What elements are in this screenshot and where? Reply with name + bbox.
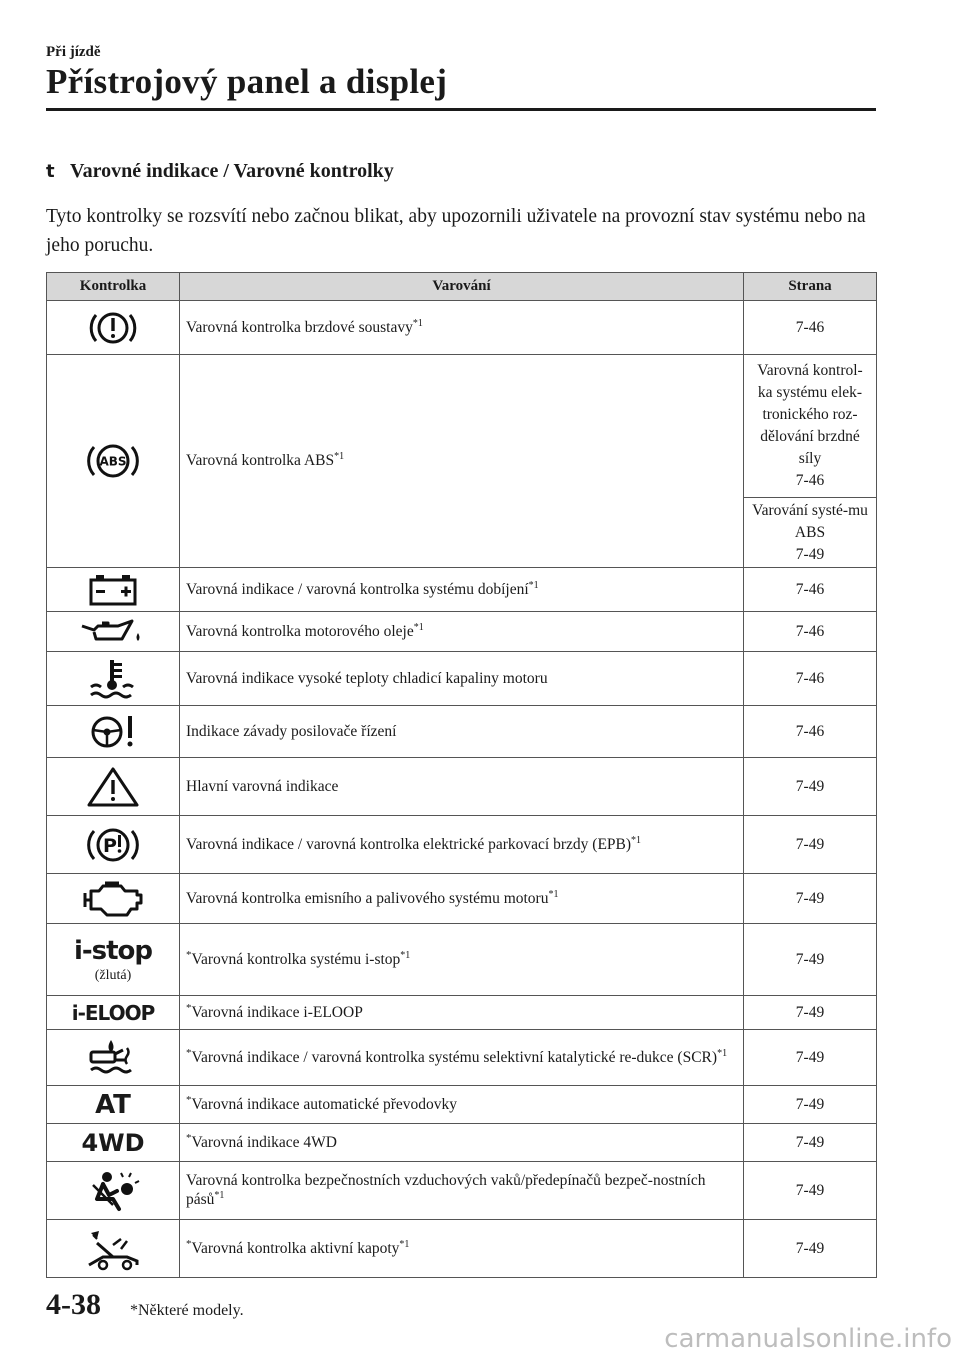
warning-description: *Varovná indikace automatické převodovky <box>180 1086 744 1124</box>
icon-color-caption: (žlutá) <box>94 967 132 983</box>
warning-description: Varovná kontrolka ABS$^{*1}$ <box>180 355 744 568</box>
warning-lights-table <box>46 272 877 1278</box>
page-reference: 7-49 <box>744 924 877 996</box>
i-eloop-icon: i-ELOOP <box>47 996 180 1030</box>
svg-text:ABS: ABS <box>99 454 127 469</box>
page-reference: 7-49 <box>744 874 877 924</box>
active-bonnet-icon <box>47 1220 180 1278</box>
footnote: *Některé modely. <box>130 1302 244 1319</box>
page-reference: 7-46 <box>744 301 877 355</box>
table-row <box>47 816 877 874</box>
column-header-indicator: Kontrolka <box>47 273 180 301</box>
page-reference: 7-49 <box>744 816 877 874</box>
page-reference: 7-49 <box>744 1124 877 1162</box>
intro-paragraph: Tyto kontrolky se rozsvítí nebo začnou blikat, aby upozornili uživatele na provozní stav systému nebo na jeho poruchu. <box>46 206 866 256</box>
column-header-page: Strana <box>744 273 877 301</box>
warning-description: *Varovná indikace i-ELOOP <box>180 996 744 1030</box>
watermark: carmanualsonline.info <box>664 1324 952 1354</box>
power-steering-icon <box>47 706 180 758</box>
page-reference: 7-46 <box>744 652 877 706</box>
warning-description: Indikace závady posilovače řízení <box>180 706 744 758</box>
warning-description: Hlavní varovná indikace <box>180 758 744 816</box>
page-reference: 7-46 <box>744 568 877 612</box>
warning-description: Varovná kontrolka brzdové soustavy$^{*1}$ <box>180 301 744 355</box>
table-row <box>47 996 877 1030</box>
page-reference: 7-49 <box>744 1030 877 1086</box>
page-reference: 7-46 <box>744 706 877 758</box>
scr-icon <box>47 1030 180 1086</box>
airbag-icon <box>47 1162 180 1220</box>
table-row <box>47 1220 877 1278</box>
page-reference: 7-49 <box>744 758 877 816</box>
table-row <box>47 568 877 612</box>
page-reference: 7-49 <box>744 1162 877 1220</box>
table-header-row <box>47 273 877 301</box>
abs-warning-icon <box>47 355 180 568</box>
table-row <box>47 874 877 924</box>
heading-text: Varovné indikace / Varovné kontrolky <box>70 160 394 182</box>
page-reference: Varovná kontrol-ka systému elek-tronického roz-dělování brzdné síly 7-46 <box>744 355 877 498</box>
coolant-temperature-icon <box>47 652 180 706</box>
table-row <box>47 1124 877 1162</box>
page-title: Přístrojový panel a displej <box>46 62 448 101</box>
column-header-warning: Varování <box>180 273 744 301</box>
table-row <box>47 612 877 652</box>
i-stop-icon: i-stop (žlutá) <box>47 924 180 996</box>
warning-description: *Varovná kontrolka systému i-stop$^{*1}$ <box>180 924 744 996</box>
section-label: Při jízdě <box>46 44 101 60</box>
warning-description: Varovná kontrolka bezpečnostních vzduchových vaků/předepínačů bezpeč-nostních pásů$^{*1}$ <box>180 1162 744 1220</box>
page-reference: 7-49 <box>744 1086 877 1124</box>
page-reference: 7-49 <box>744 1220 877 1278</box>
page-reference: 7-46 <box>744 612 877 652</box>
oil-can-icon <box>47 612 180 652</box>
table-row <box>47 355 877 498</box>
at-icon: AT <box>47 1086 180 1124</box>
table-row <box>47 301 877 355</box>
svg-text:P: P <box>103 834 117 857</box>
check-engine-icon <box>47 874 180 924</box>
table-row <box>47 652 877 706</box>
table-row <box>47 706 877 758</box>
brake-warning-icon <box>47 301 180 355</box>
warning-description: Varovná kontrolka emisního a palivového systému motoru$^{*1}$ <box>180 874 744 924</box>
warning-description: *Varovná kontrolka aktivní kapoty$^{*1}$ <box>180 1220 744 1278</box>
table-row <box>47 758 877 816</box>
table-row <box>47 1030 877 1086</box>
warning-description: Varovná kontrolka motorového oleje$^{*1}$ <box>180 612 744 652</box>
table-row <box>47 1086 877 1124</box>
warning-description: *Varovná indikace / varovná kontrolka systému selektivní katalytické re-dukce (SCR)$^{*1}$ <box>180 1030 744 1086</box>
battery-icon <box>47 568 180 612</box>
table-row <box>47 1162 877 1220</box>
section-heading <box>46 160 394 183</box>
warning-description: Varovná indikace vysoké teploty chladicí kapaliny motoru <box>180 652 744 706</box>
heading-marker: t <box>46 161 55 182</box>
parking-brake-icon <box>47 816 180 874</box>
table-row <box>47 924 877 996</box>
title-divider <box>46 108 876 111</box>
master-warning-icon <box>47 758 180 816</box>
page-reference: 7-49 <box>744 996 877 1030</box>
warning-description: Varovná indikace / varovná kontrolka elektrické parkovací brzdy (EPB)$^{*1}$ <box>180 816 744 874</box>
page-reference: Varování systé-mu ABS 7-49 <box>744 498 877 568</box>
page-number: 4-38 <box>46 1288 101 1321</box>
4wd-icon: 4WD <box>47 1124 180 1162</box>
warning-description: *Varovná indikace 4WD <box>180 1124 744 1162</box>
warning-description: Varovná indikace / varovná kontrolka systému dobíjení$^{*1}$ <box>180 568 744 612</box>
